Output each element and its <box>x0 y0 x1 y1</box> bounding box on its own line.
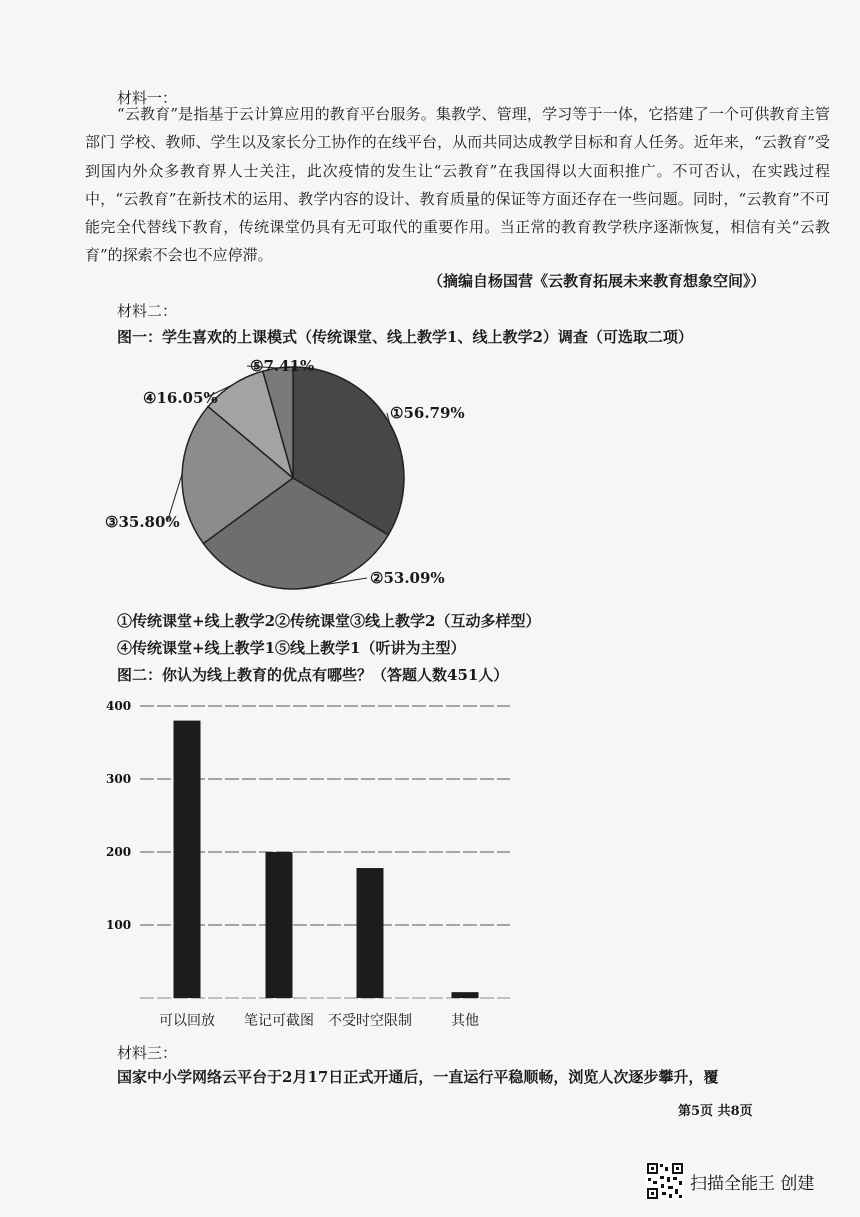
pie-label-5: ⑤7.41% <box>250 357 315 375</box>
pie-legend-line2: ④传统课堂+线上教学1⑤线上教学1（听讲为主型） <box>117 639 466 657</box>
material1-heading: 材料一： <box>117 89 178 107</box>
figure1-caption: 图一：学生喜欢的上课模式（传统课堂、线上教学1、线上教学2）调查（可选取二项） <box>117 328 693 346</box>
pie-label-1: ①56.79% <box>390 404 465 422</box>
y-tick-label-300: 300 <box>106 772 132 786</box>
y-tick-label-400: 400 <box>106 699 132 713</box>
scanner-watermark <box>646 1162 814 1200</box>
page-number: 第5页 共8页 <box>678 1104 753 1119</box>
footer-text: 扫描全能王 创建 <box>690 1173 815 1194</box>
pie-label-3: ③35.80% <box>105 513 180 531</box>
x-category-label-2: 笔记可截图 <box>244 1013 314 1029</box>
material1-source: （摘编自杨国营《云教育拓展未来教育想象空间》） <box>428 272 766 290</box>
material3-heading: 材料三： <box>117 1044 178 1062</box>
material2-heading: 材料二： <box>117 302 178 320</box>
pie-label-2: ②53.09% <box>370 569 445 587</box>
material1-text: “云教育”是指基于云计算应用的教育平台服务。集教学、管理，学习等于一体，它搭建了一个可供教育主管部门 学校、教师、学生以及家长分工协作的在线平台，从而共同达成教学目标和育人任务。近年来，“云教育”受到国内外众多教育界人士关注，此次疫情的发生让“云教育”在我国得以大面积推广。不可否认，在实践过程中，“云教育”在新技术的运用、教学内容的设计、教育质量的保证等方面还存在一些问题。同时，“云教育”不可能完全代替线下教育，传统课堂仍具有无可取代的重要作用。当正常的教育教学秩序逐渐恢复，相信有关“云教育”的探索不会也不应停滞。 <box>85 105 830 265</box>
x-category-label-1: 可以回放 <box>159 1013 215 1029</box>
y-tick-label-100: 100 <box>106 918 132 932</box>
pie-chart <box>0 345 860 605</box>
bar-4 <box>452 992 479 998</box>
figure2-caption: 图二：你认为线上教育的优点有哪些？（答题人数451人） <box>117 666 509 684</box>
qr-code-icon <box>646 1162 684 1200</box>
pie-label-4: ④16.05% <box>143 389 218 407</box>
bar-3 <box>357 868 384 998</box>
y-tick-label-200: 200 <box>106 845 132 859</box>
x-category-label-4: 其他 <box>451 1013 479 1029</box>
bar-1 <box>174 721 201 998</box>
bar-2 <box>266 852 293 998</box>
x-category-label-3: 不受时空限制 <box>328 1013 412 1029</box>
material1-paragraph <box>85 100 830 270</box>
material3-text: 国家中小学网络云平台于2月17日正式开通后，一直运行平稳顺畅，浏览人次逐步攀升，覆 <box>117 1068 719 1086</box>
bar-chart <box>0 690 860 1035</box>
pie-legend-line1: ①传统课堂+线上教学2②传统课堂③线上教学2（互动多样型） <box>117 612 541 630</box>
